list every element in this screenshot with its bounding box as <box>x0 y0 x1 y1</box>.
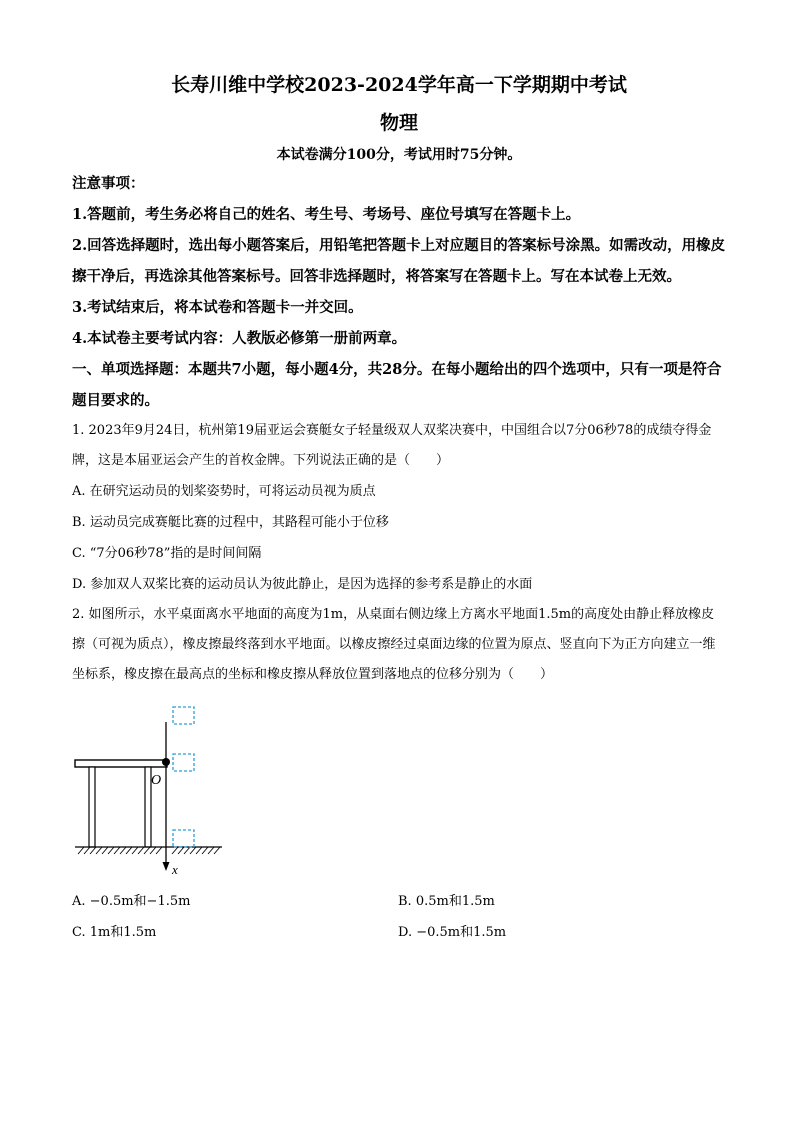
q2-figure <box>72 704 242 876</box>
eraser-position-top <box>173 707 194 724</box>
q2-option-d: D. −0.5m和1.5m <box>398 925 507 940</box>
q2-options <box>72 886 726 948</box>
notes-heading: 注意事项： <box>72 175 145 192</box>
table-leg-left <box>89 767 95 847</box>
note-item-3: 3.考试结束后，将本试卷和答题卡一并交回。 <box>72 299 363 316</box>
q1-option-a: A. 在研究运动员的划桨姿势时，可将运动员视为质点 <box>72 484 376 499</box>
exam-page <box>72 70 726 948</box>
table-top <box>75 760 167 767</box>
origin-label: O <box>151 773 162 788</box>
q1-stem: 1. 2023年9月24日，杭州第19届亚运会赛艇女子轻量级双人双桨决赛中，中国组合以7分06秒78的成绩夺得金牌，这是本届亚运会产生的首枚金牌。下列说法正确的是（ ） <box>72 423 712 468</box>
x-axis-arrow <box>163 862 170 871</box>
axis-label: x <box>172 862 178 876</box>
q1-option-c: C. “7分06秒78”指的是时间间隔 <box>72 546 262 561</box>
q2-option-a: A. −0.5m和−1.5m <box>72 894 191 909</box>
q1-option-b: B. 运动员完成赛艇比赛的过程中，其路程可能小于位移 <box>72 515 389 530</box>
exam-title: 长寿川维中学校2023-2024学年高一下学期期中考试 <box>171 74 627 96</box>
q1-option-d: D. 参加双人双桨比赛的运动员认为彼此静止，是因为选择的参考系是静止的水面 <box>72 577 533 592</box>
q2-stem: 2. 如图所示，水平桌面离水平地面的高度为1m，从桌面右侧边缘上方离水平地面1.5m的高度处由静止释放橡皮擦（可视为质点），橡皮擦最终落到水平地面。以橡皮擦经过桌面边缘的位置为原点、竖直向下为正方向建立一维坐标系，橡皮擦在最高点的坐标和橡皮擦从释放位置到落地点的位移分别为（ ） <box>72 607 716 682</box>
note-item-4: 4.本试卷主要考试内容：人教版必修第一册前两章。 <box>72 330 407 347</box>
q2-option-b: B. 0.5m和1.5m <box>398 894 495 909</box>
note-item-2: 2.回答选择题时，选出每小题答案后，用铅笔把答题卡上对应题目的答案标号涂黑。如需改动，用橡皮擦干净后，再选涂其他答案标号。回答非选择题时，将答案写在答题卡上。写在本试卷上无效。 <box>72 237 726 285</box>
exam-subject: 物理 <box>379 112 418 134</box>
origin-dot <box>162 758 170 766</box>
eraser-position-bottom <box>173 830 194 847</box>
note-item-1: 1.答题前，考生务必将自己的姓名、考生号、考场号、座位号填写在答题卡上。 <box>72 206 581 223</box>
eraser-position-middle <box>173 754 194 771</box>
section1-heading: 一、单项选择题：本题共7小题，每小题4分，共28分。在每小题给出的四个选项中，只有一项是符合题目要求的。 <box>72 361 722 409</box>
q2-option-c: C. 1m和1.5m <box>72 925 157 940</box>
exam-meta: 本试卷满分100分，考试用时75分钟。 <box>276 147 522 163</box>
ground-hatching <box>78 847 220 854</box>
